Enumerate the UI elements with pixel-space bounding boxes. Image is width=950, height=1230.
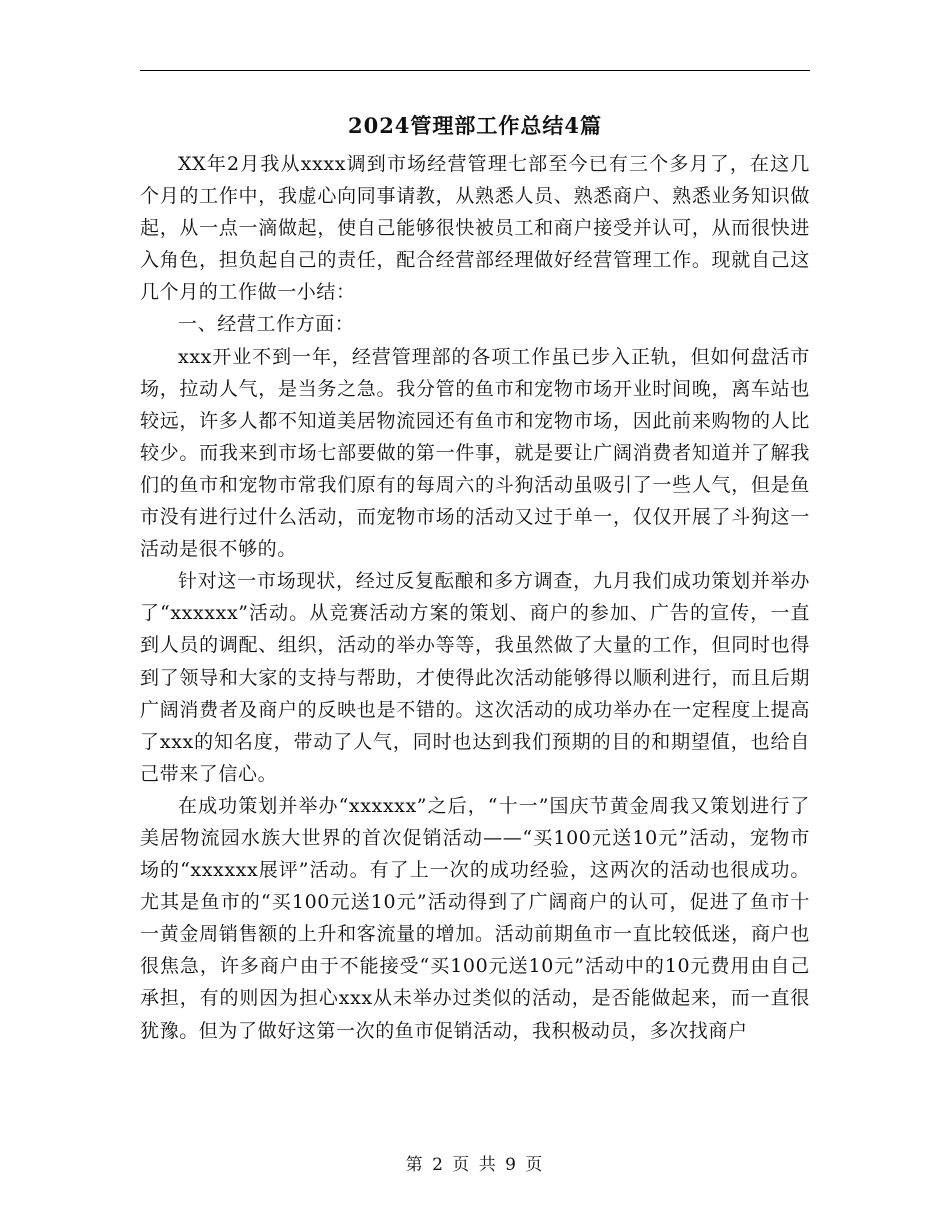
document-title: 2024管理部工作总结4篇 (347, 113, 603, 138)
section-heading: 一、经营工作方面： (178, 313, 355, 336)
paragraph-situation: xxx开业不到一年，经营管理部的各项工作虽已步入正轨，但如何盘活市场，拉动人气，是当务之急。我分管的鱼市和宠物市场开业时间晚，离车站也较远，许多人都不知道美居物流园还有鱼市和宠物市场，因此前来购物的人比较少。而我来到市场七部要做的第一件事，就是要让广阔消费者知道并了解我们的鱼市和宠物市常我们原有的每周六的斗狗活动虽吸引了一些人气，但是鱼市没有进行过什么活动，而宠物市场的活动又过于单一，仅仅开展了斗狗这一活动是很不够的。 (140, 345, 810, 561)
paragraph-promotion: 在成功策划并举办“xxxxxx”之后，“十一”国庆节黄金周我又策划进行了美居物流园水族大世界的首次促销活动——“买100元送10元”活动，宠物市场的“xxxxxx展评”活动。有了上一次的成功经验，这两次的活动也很成功。尤其是鱼市的“买100元送10元”活动得到了广阔商户的认可，促进了鱼市十一黄金周销售额的上升和客流量的增加。活动前期鱼市一直比较低迷，商户也很焦急，许多商户由于不能接受“买100元送10元”活动中的10元费用由自己承担，有的则因为担心xxx从未举办过类似的活动，是否能做起来，而一直很犹豫。但为了做好这第一次的鱼市促销活动，我积极动员，多次找商户 (140, 794, 810, 1042)
paragraph-first-activity: 针对这一市场现状，经过反复酝酿和多方调查，九月我们成功策划并举办了“xxxxxx”活动。从竞赛活动方案的策划、商户的参加、广告的宣传，一直到人员的调配、组织，活动的举办等等，我虽然做了大量的工作，但同时也得到了领导和大家的支持与帮助，才使得此次活动能够得以顺利进行，而且后期广阔消费者及商户的反映也是不错的。这次活动的成功举办在一定程度上提高了xxx的知名度，带动了人气，同时也达到我们预期的目的和期望值，也给自己带来了信心。 (140, 570, 810, 785)
page-footer: 第 2 页 共 9 页 (405, 1155, 545, 1175)
header-rule (140, 70, 810, 71)
paragraph-intro: XX年2月我从xxxx调到市场经营管理七部至今已有三个多月了，在这几个月的工作中，我虚心向同事请教，从熟悉人员、熟悉商户、熟悉业务知识做起，从一点一滴做起，使自己能够很快被员工和商户接受并认可，从而很快进入角色，担负起自己的责任，配合经营部经理做好经营管理工作。现就自己这几个月的工作做一小结： (140, 153, 810, 304)
document-body (140, 148, 810, 1047)
